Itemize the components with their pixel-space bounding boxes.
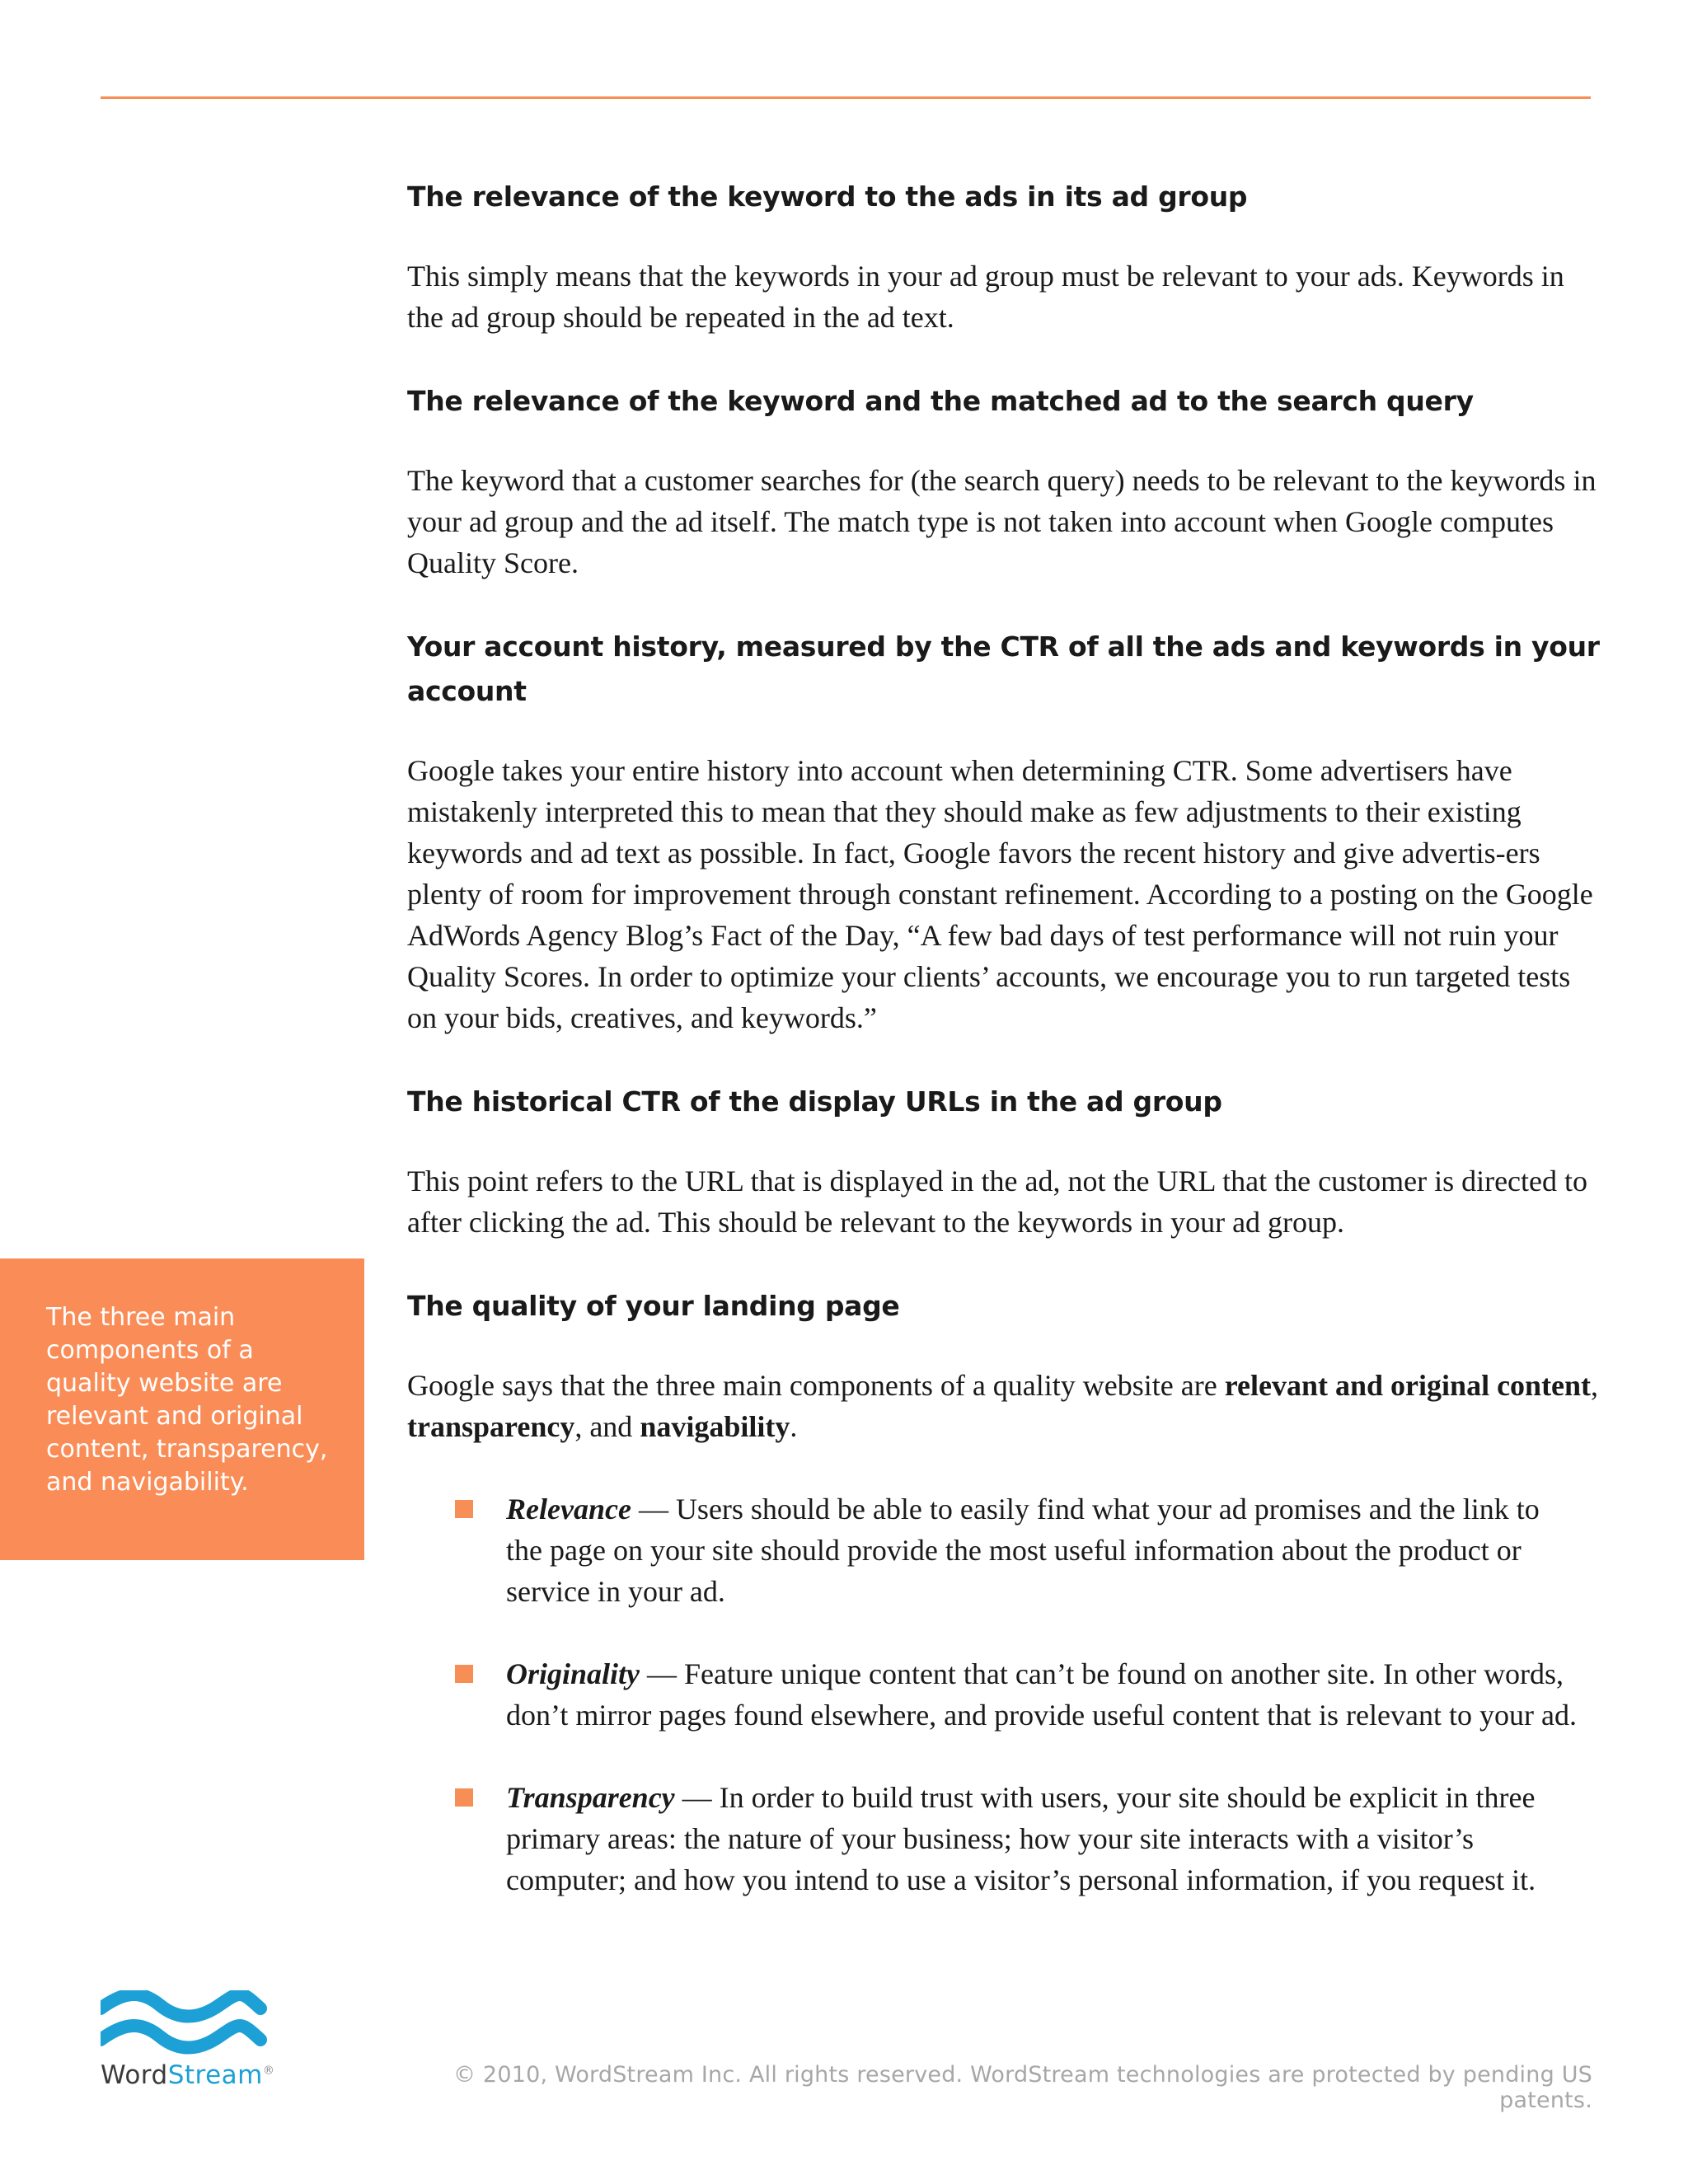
bullet-text: — Feature unique content that can’t be found on another site. In other words, don’t mirror pages found elsewhere, and provide useful content that is relevant to your ad. (506, 1657, 1577, 1732)
section-account-history (407, 625, 1602, 1038)
bullet-text: — In order to build trust with users, your site should be explicit in three primary areas: the nature of your business; how your site interacts with a visitor’s computer; and how you intend to use a visitor’s personal information, if you request it. (506, 1781, 1536, 1896)
section-heading: The historical CTR of the display URLs in the ad group (407, 1085, 1222, 1118)
bullet-term: Originality (506, 1657, 640, 1690)
callout-text: The three main components of a quality website are relevant and original content, transparency, and navigability. (46, 1303, 328, 1497)
section-heading: The relevance of the keyword to the ads in its ad group (407, 180, 1248, 213)
section-body: This simply means that the keywords in your ad group must be relevant to your ads. Keywords in the ad group should be repeated in the ad text. (407, 260, 1564, 334)
logo-word: Word (101, 2060, 168, 2090)
intro-bold-content: relevant and original content (1224, 1369, 1592, 1402)
section-body: Google takes your entire history into account when determining CTR. Some advertisers have mistakenly interpreted this to mean that they should make as few adjustments to their existing keywords and ad text as possible. In fact, Google favors the recent history and give advertis-ers plenty of room for improvement through constant refinement. According to a posting on the Google AdWords Agency Blog’s Fact of the Day, “A few bad days of test performance will not ruin your Quality Scores. In order to optimize your clients’ accounts, we encourage you to run targeted tests on your bids, creatives, and keywords.” (407, 754, 1593, 1034)
square-bullet-icon (455, 1788, 473, 1807)
square-bullet-icon (455, 1665, 473, 1683)
section-body: The keyword that a customer searches for (the search query) needs to be relevant to the keywords in your ad group and the ad itself. The match type is not taken into account when Google computes Quality Score. (407, 464, 1597, 579)
footer-copyright: © 2010, WordStream Inc. All rights reserved. WordStream technologies are protected by pending US patents. (452, 2062, 1592, 2113)
section-heading: The quality of your landing page (407, 1290, 900, 1322)
section-body: This point refers to the URL that is displayed in the ad, not the URL that the customer is directed to after clicking the ad. This should be relevant to the keywords in your ad group. (407, 1165, 1588, 1239)
intro-bold-transparency: transparency (407, 1410, 575, 1443)
logo-word: Stream (167, 2060, 263, 2090)
intro-sep: , (1591, 1369, 1599, 1402)
landing-intro (407, 1365, 1602, 1447)
sidebar-callout (0, 1258, 364, 1560)
square-bullet-icon (455, 1500, 473, 1518)
section-display-url-ctr (407, 1080, 1602, 1243)
intro-end: . (790, 1410, 798, 1443)
landing-bullets (407, 1488, 1602, 1900)
wordstream-logo-text (101, 2060, 274, 2090)
section-heading: The relevance of the keyword and the matched ad to the search query (407, 385, 1474, 417)
section-heading: Your account history, measured by the CTR of all the ads and keywords in your account (407, 630, 1600, 707)
section-landing-page (407, 1284, 1602, 1900)
section-keyword-ad-relevance (407, 175, 1602, 338)
intro-text: Google says that the three main components of a quality website are (407, 1369, 1225, 1402)
bullet-term: Relevance (506, 1493, 631, 1526)
intro-sep: , and (574, 1410, 640, 1443)
bullet-text: — Users should be able to easily find what your ad promises and the link to the page on your site should provide the most useful information about the product or service in your ad. (506, 1493, 1540, 1608)
section-keyword-query-relevance (407, 379, 1602, 583)
list-item (506, 1777, 1602, 1900)
main-content (407, 175, 1602, 1942)
intro-bold-navigability: navigability (640, 1410, 790, 1443)
list-item (506, 1488, 1602, 1612)
bullet-term: Transparency (506, 1781, 675, 1814)
list-item (506, 1653, 1602, 1736)
registered-mark: ® (262, 2064, 275, 2078)
top-rule (101, 96, 1591, 99)
